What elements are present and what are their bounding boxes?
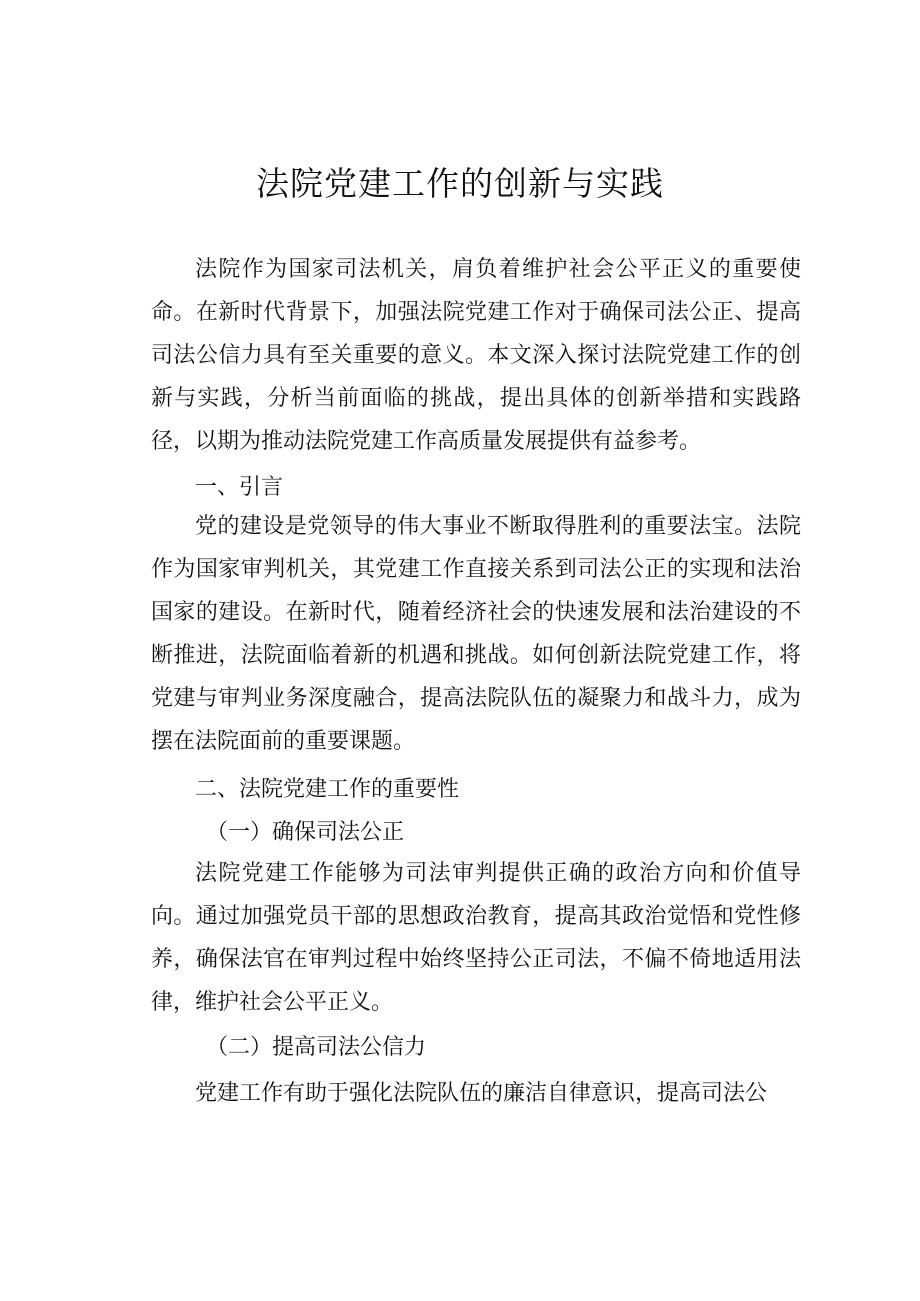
introduction-paragraph: 党的建设是党领导的伟大事业不断取得胜利的重要法宝。法院作为国家审判机关，其党建工作直接关系到司法公正的实现和法治国家的建设。在新时代，随着经济社会的快速发展和法治建设的不断推进，法院面临着新的机遇和挑战。如何创新法院党建工作，将党建与审判业务深度融合，提高法院队伍的凝聚力和战斗力，成为摆在法院面前的重要课题。 (151, 514, 801, 754)
section-heading-importance: 二、法院党建工作的重要性 (195, 777, 460, 802)
judicial-fairness-paragraph: 法院党建工作能够为司法审判提供正确的政治方向和价值导向。通过加强党员干部的思想政治教育，提高其政治觉悟和党性修养，确保法官在审判过程中始终坚持公正司法，不偏不倚地适用法律，维护社会公平正义。 (151, 861, 801, 1015)
subsection-heading-judicial-credibility: （二）提高司法公信力 (206, 1035, 427, 1060)
subsection-heading-judicial-fairness: （一）确保司法公正 (206, 820, 405, 845)
document-title: 法院党建工作的创新与实践 (256, 164, 664, 203)
judicial-credibility-paragraph: 党建工作有助于强化法院队伍的廉洁自律意识，提高司法公 (195, 1081, 768, 1106)
abstract-paragraph: 法院作为国家司法机关，肩负着维护社会公平正义的重要使命。在新时代背景下，加强法院党建工作对于确保司法公正、提高司法公信力具有至关重要的意义。本文深入探讨法院党建工作的创新与实践，分析当前面临的挑战，提出具体的创新举措和实践路径，以期为推动法院党建工作高质量发展提供有益参考。 (151, 257, 801, 454)
section-heading-introduction: 一、引言 (195, 475, 284, 500)
